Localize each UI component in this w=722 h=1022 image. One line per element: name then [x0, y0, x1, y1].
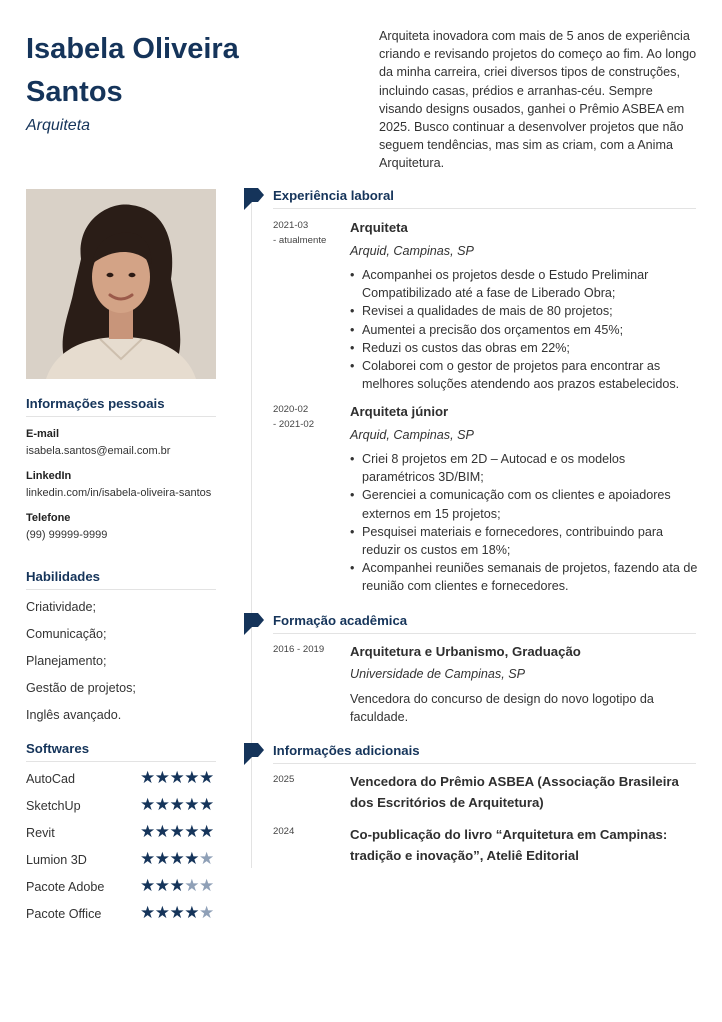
experience-divider — [273, 208, 696, 209]
star-filled-icon: ★ — [154, 849, 170, 868]
software-heading: Softwares — [26, 741, 90, 756]
education-school: Universidade de Campinas, SP — [350, 667, 526, 681]
profile-summary: Arquiteta inovadora com mais de 5 anos de experiência criando e revisando projetos do começo ao fim. Ao longo da minha carreira, criei diversos tipos de construções, incluindo casas, prédios e arranhas-céu. Sempre visando designs ousados, ganhei o Prêmio ASBEA em 2025. Busco continuar a desenvolver projetos que não seguem tendências, mas sim as criam, com a Anima Arquitetura. — [379, 29, 697, 171]
job-date-end: - atualmente — [273, 235, 327, 246]
job-title: Arquiteta — [350, 220, 408, 235]
additional-year: 2025 — [273, 774, 295, 785]
portrait-illustration — [26, 189, 216, 379]
software-rating — [140, 796, 214, 813]
skill-item: Gestão de projetos; — [26, 681, 136, 695]
phone-value: (99) 99999-9999 — [26, 529, 108, 541]
star-filled-icon: ★ — [169, 903, 185, 922]
job-bullet: • Revisei a qualidades de mais de 80 projetos; — [350, 302, 700, 320]
skills-heading: Habilidades — [26, 569, 101, 584]
linkedin-label: LinkedIn — [26, 470, 72, 482]
job-bullet: • Criei 8 projetos em 2D – Autocad e os modelos paramétricos 3D/BIM; — [350, 450, 700, 486]
software-name: Pacote Adobe — [26, 880, 105, 894]
star-filled-icon: ★ — [184, 903, 199, 922]
star-empty-icon: ★ — [199, 876, 214, 895]
job-date-end: - 2021-02 — [273, 419, 315, 430]
star-empty-icon: ★ — [199, 849, 214, 868]
software-name: Lumion 3D — [26, 853, 87, 867]
star-filled-icon: ★ — [140, 876, 155, 895]
star-filled-icon: ★ — [154, 795, 170, 814]
skill-item: Inglês avançado. — [26, 708, 122, 722]
profile-photo — [26, 189, 216, 379]
job-bullet: • Pesquisei materiais e fornecedores, contribuindo para reduzir os custos em 18%; — [350, 523, 700, 559]
software-rating — [140, 850, 214, 867]
personal-info-divider — [26, 416, 216, 417]
skill-item: Planejamento; — [26, 654, 107, 668]
star-empty-icon: ★ — [184, 876, 199, 895]
star-filled-icon: ★ — [199, 768, 214, 787]
star-filled-icon: ★ — [169, 876, 185, 895]
star-filled-icon: ★ — [184, 795, 199, 814]
timeline-line — [251, 200, 252, 868]
email-value[interactable]: isabela.santos@email.com.br — [26, 445, 171, 457]
job-date-start: 2021-03 — [273, 220, 309, 231]
star-filled-icon: ★ — [154, 876, 170, 895]
job-bullet-list — [350, 450, 700, 596]
skill-item: Criatividade; — [26, 600, 96, 614]
candidate-name: Isabela Oliveira Santos — [26, 33, 239, 108]
job-bullet: • Reduzi os custos das obras em 22%; — [350, 339, 700, 357]
additional-info-divider — [273, 763, 696, 764]
education-degree: Arquitetura e Urbanismo, Graduação — [350, 644, 581, 659]
software-divider — [26, 761, 216, 762]
skills-divider — [26, 589, 216, 590]
star-filled-icon: ★ — [169, 822, 185, 841]
star-filled-icon: ★ — [184, 822, 199, 841]
job-bullet: • Acompanhei os projetos desde o Estudo Preliminar Compatibilizado até a fase de Liberado Obra; — [350, 266, 700, 302]
education-description: Vencedora do concurso de design do novo logotipo da faculdade. — [350, 692, 654, 725]
job-bullet: • Gerenciei a comunicação com os clientes e apoiadores externos em 15 projetos; — [350, 486, 700, 522]
star-filled-icon: ★ — [154, 768, 170, 787]
job-bullet-list — [350, 266, 700, 393]
linkedin-value[interactable]: linkedin.com/in/isabela-oliveira-santos — [26, 487, 212, 499]
candidate-role: Arquiteta — [26, 117, 91, 134]
star-filled-icon: ★ — [140, 768, 155, 787]
star-filled-icon: ★ — [184, 849, 199, 868]
job-bullet: • Colaborei com o gestor de projetos para encontrar as melhores soluções atendendo aos prazos estabelecidos. — [350, 357, 700, 393]
email-label: E-mail — [26, 428, 60, 440]
additional-item: Co-publicação do livro “Arquitetura em Campinas: tradição e inovação”, Ateliê Editorial — [350, 827, 668, 863]
job-title: Arquiteta júnior — [350, 404, 449, 419]
phone-label: Telefone — [26, 512, 71, 524]
personal-info-heading: Informações pessoais — [26, 396, 165, 411]
star-filled-icon: ★ — [169, 768, 185, 787]
experience-heading: Experiência laboral — [273, 188, 394, 203]
star-filled-icon: ★ — [154, 903, 170, 922]
software-rating — [140, 769, 214, 786]
software-rating — [140, 904, 214, 921]
star-filled-icon: ★ — [199, 795, 214, 814]
star-filled-icon: ★ — [199, 822, 214, 841]
star-filled-icon: ★ — [140, 903, 155, 922]
software-name: Revit — [26, 826, 55, 840]
job-date-start: 2020-02 — [273, 404, 309, 415]
additional-info-heading: Informações adicionais — [273, 743, 420, 758]
section-flag-icon — [244, 188, 264, 210]
section-flag-icon — [244, 613, 264, 635]
star-filled-icon: ★ — [169, 795, 185, 814]
additional-item: Vencedora do Prêmio ASBEA (Associação Brasileira dos Escritórios de Arquitetura) — [350, 774, 679, 810]
skill-item: Comunicação; — [26, 627, 107, 641]
star-filled-icon: ★ — [140, 849, 155, 868]
education-date: 2016 - 2019 — [273, 644, 325, 655]
software-rating — [140, 877, 214, 894]
star-filled-icon: ★ — [154, 822, 170, 841]
star-filled-icon: ★ — [140, 795, 155, 814]
star-filled-icon: ★ — [184, 768, 199, 787]
software-name: AutoCad — [26, 772, 76, 786]
software-name: Pacote Office — [26, 907, 102, 921]
software-rating — [140, 823, 214, 840]
star-filled-icon: ★ — [169, 849, 185, 868]
star-empty-icon: ★ — [199, 903, 214, 922]
job-bullet: • Acompanhei reuniões semanais de projetos, fazendo ata de reunião com clientes e fornecedores. — [350, 559, 700, 595]
software-name: SketchUp — [26, 799, 81, 813]
education-heading: Formação acadêmica — [273, 613, 408, 628]
star-filled-icon: ★ — [140, 822, 155, 841]
section-flag-icon — [244, 743, 264, 765]
job-company: Arquid, Campinas, SP — [350, 244, 474, 258]
additional-year: 2024 — [273, 826, 295, 837]
job-company: Arquid, Campinas, SP — [350, 428, 474, 442]
job-bullet: • Aumentei a precisão dos orçamentos em 45%; — [350, 321, 700, 339]
education-divider — [273, 633, 696, 634]
